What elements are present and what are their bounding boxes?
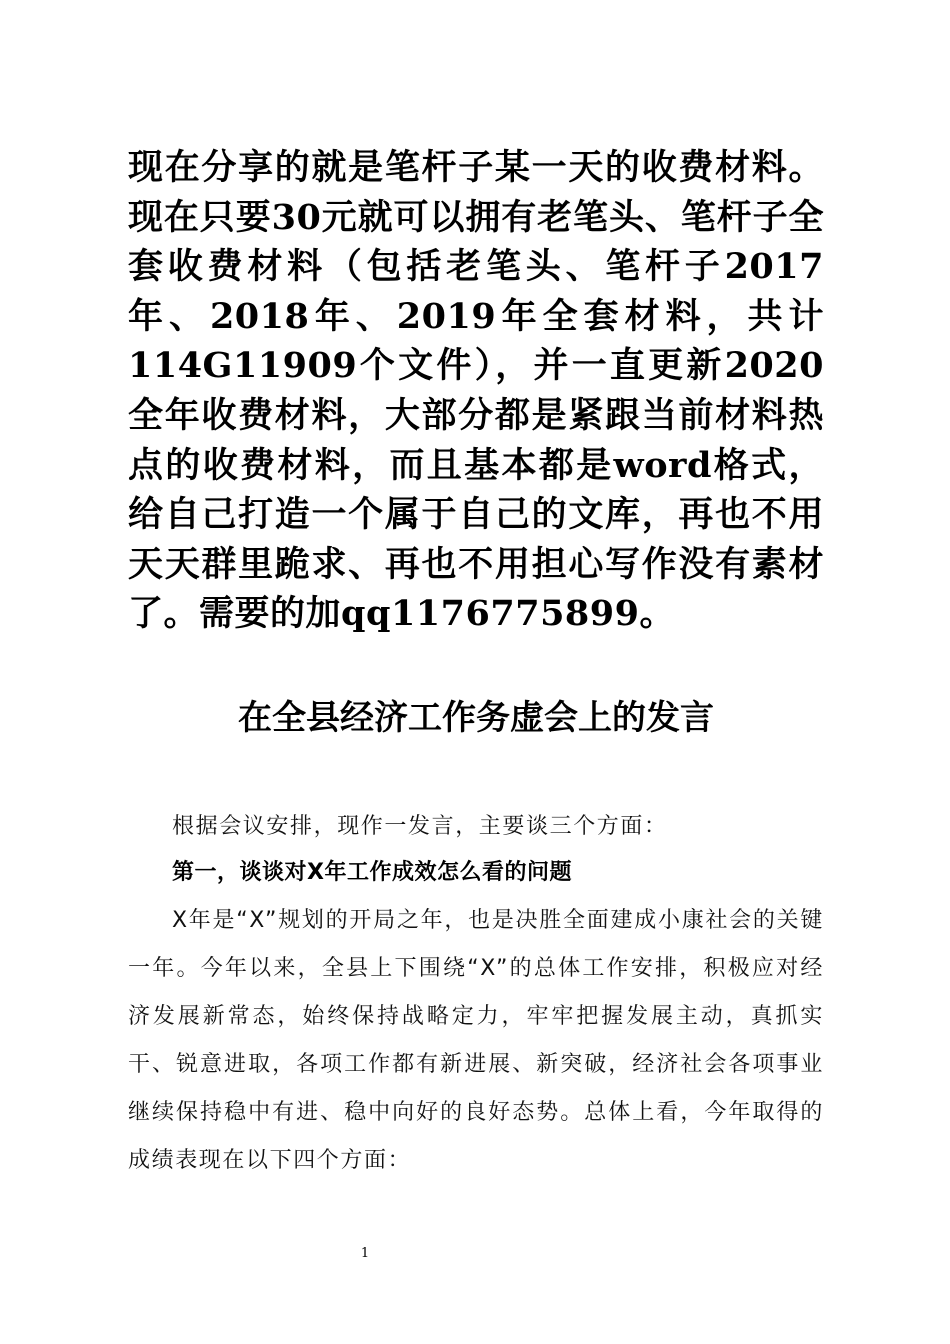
body-paragraph-1: X年是“X”规划的开局之年，也是决胜全面建成小康社会的关键一年。今年以来，全县上下围绕“X”的总体工作安排，积极应对经济发展新常态，始终保持战略定力，牢牢把握发展主动，真抓实干、锐意进取，各项工作都有新进展、新突破，经济社会各项事业继续保持稳中有进、稳中向好的良好态势。总体上看，今年取得的成绩表现在以下四个方面： bbox=[128, 908, 824, 1173]
document-title: 在全县经济工作务虚会上的发言 bbox=[238, 698, 714, 738]
section-heading-1: 第一，谈谈对X年工作成效怎么看的问题 bbox=[172, 860, 572, 885]
page-number: 1 bbox=[360, 1246, 370, 1261]
intro-paragraph: 根据会议安排，现作一发言，主要谈三个方面： bbox=[172, 814, 668, 839]
promo-paragraph: 现在分享的就是笔杆子某一天的收费材料。现在只要30元就可以拥有老笔头、笔杆子全套收费材料（包括老笔头、笔杆子2017年、2018年、2019年全套材料，共计114G11909个文件），并一直更新2020全年收费材料，大部分都是紧跟当前材料热点的收费材料，而且基本都是word格式，给自己打造一个属于自己的文库，再也不用天天群里跪求、再也不用担心写作没有素材了。需要的加qq1176775899。 bbox=[128, 147, 824, 635]
